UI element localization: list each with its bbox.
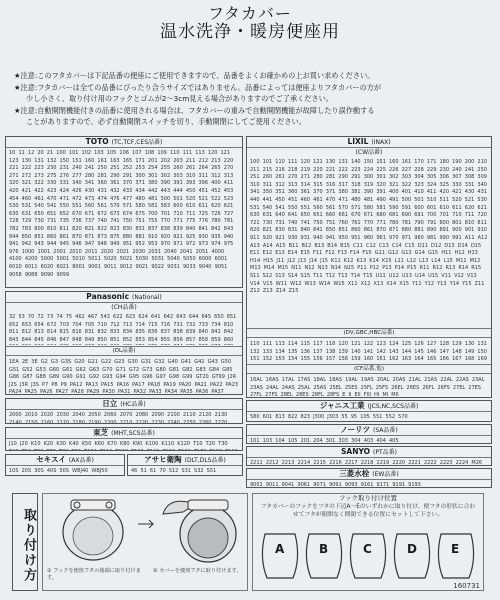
brand-name: 三菱水栓: [339, 469, 370, 478]
step-2-text: ② カバーを便座フタに取り付けます。: [153, 568, 242, 574]
sekisui-codes: 10S 20S 30S 40S 50S WBJ40 WBJ50: [9, 468, 108, 474]
noritz-codes: 101 103 104 105 201 204 301 303 304 403 404 405: [250, 438, 399, 444]
lixil-box: [246, 136, 492, 398]
position-a-label: A: [275, 542, 285, 556]
product-subtitle: 温水洗浄・暖房便座用: [160, 22, 340, 42]
janis-box: [246, 400, 492, 422]
cw-codes: 100 101 110 111 120 121 130 131 140 150 151 160 161 170 171 180 190 200 210 211 215 216 218 219 220 221 222 223 224 225 226 227 228 229 230 240 241 250 251 260 261 270 271 280 281 290 291 300 301 302 303 304 305 306 307 308 309 310 311 312 313 314 315 316 317 318 319 320 321 322 323 324 325 330 331 340 341 350 351 360 361 370 371 380 381 390 391 400 401 410 411 420 421 430 431 440 441 450 451 460 461 470 471 480 481 490 491 500 501 510 511 520 521 530 531 540 541 550 551 560 561 570 571 580 581 590 591 600 601 610 611 620 621 630 631 640 641 650 651 660 661 670 671 680 681 690 691 700 701 710 711 720 721 730 731 740 741 750 751 760 761 770 771 780 781 790 791 800 801 810 811 820 821 830 831 840 841 850 851 860 861 870 871 880 881 890 891 900 901 910 911 920 921 930 931 940 941 950 951 960 961 970 971 980 981 990 991 A11 A12 A13 A14 A15 B11 B12 B13 B14 B15 C11 C12 C13 C14 C15 D11 D12 D13 D14 D15 E11 E12 E13 E14 E15 F11 F12 F13 F14 F15 G11 G12 G13 G14 G15 H11 H12 H13 H14 H15 J11 J12 J13 J14 J15 K11 K12 K13 K14 K15 L11 L12 L13 L14 L15 M11 M12 M13 M14 M15 N11 N12 N13 N14 N15 P11 P12 P13 P14 P15 R11 R12 R13 R14 R15 S11 S12 S13 S14 S15 T11 T12 T13 T14 T15 U11 U12 U13 U14 U15 V11 V12 V13 V14 V15 W11 W12 W13 W14 W15 X11 X12 X13 X14 X15 Y11 Y12 Y13 Y14 Y15 Z11 Z12 Z13 Z14 Z15: [250, 159, 488, 295]
hitachi-codes: 2000 2010 2020 2030 2040 2050 2060 2070 2080 2090 2100 2110 2120 2130 2140 2150 2160 2170 2180 2190 2200 2210 2220 2230 2240 2250 2260 2270: [9, 412, 228, 424]
series-label: (TC,TCF,CES品番): [111, 139, 163, 146]
cw-header: (CW品番): [355, 149, 383, 156]
position-d-label: D: [407, 542, 417, 556]
dl-codes: 1EA 2E 3E G2 G3 G3S G20 G21 G22 G23 G30 G31 G32 G40 G41 G42 G43 G50 G51 G52 G53 G60 G61 G62 G63 G70 G71 G72 G73 G80 G81 G82 G83 G84 G85 G86 G87 G88 G89 G90 G91 G92 G93 G94 G95 G96 G97 G98 G99 GT20 GT99 J2R J2S J3R J3S P7 P8 P9 PA12 PA13 PA15 PA16 PA17 PA18 PA19 PA20 PA21 PA22 PA23 PA24 PA25 PA26 PA27 PA28 PA29 PA30 PA31 PA32 PA33 PA34 PA35 PA36 PA37: [9, 359, 239, 395]
caution-line: ★注意:このフタカバーは下記品番の便座にご使用できますので、品番をよくお確かめの上お買い求めください。: [14, 71, 375, 80]
product-code: 160731: [453, 582, 480, 590]
caution-line: 少し小さく、取り付け用のフックとゴムが2〜3cm見える場合がありますのでご了承ください。: [26, 94, 333, 103]
brand-name: TOTO: [85, 137, 109, 146]
sekisui-box: [5, 454, 125, 476]
cf-codes: 16AL 16AS 17AL 17AS 18AL 18AS 19AL 19AS 20AL 20AS 21AL 21AS 22AL 22AS 23AL 23AS 24AL 24AS 25AL 25AS 25EL 25ES 25FL 25FS 26EL 26ES 26FL 26FS 27EL 27ES 27FL 27FS 28EL 28ES 28FL 28FS E II EII FIII HI MI MII: [250, 377, 485, 398]
hook-position-box: [252, 493, 484, 591]
position-b-label: B: [319, 542, 329, 556]
step-1-text: ① フックを便座フタの後端に取り付けます。: [47, 568, 141, 581]
cf-header: (CF品番,他): [246, 364, 492, 374]
asahi-header: [128, 455, 242, 466]
brand-name: SANYO: [341, 447, 371, 456]
toto-codes: 10 11 12 20 21 100 101 102 103 105 106 107 108 109 110 111 113 120 121 123 130 131 132 150 151 160 161 163 165 171 201 202 203 211 212 213 220 221 222 223 230 231 240 241 250 251 252 253 254 255 260 261 264 265 270 271 272 273 275 276 277 280 281 290 291 300 301 302 303 310 311 312 313 320 321 322 330 331 340 341 360 361 370 371 380 390 391 393 396 400 411 420 421 422 423 424 426 430 431 432 433 434 442 443 444 450 451 452 453 454 460 461 470 471 472 473 474 476 477 480 481 500 501 520 521 522 523 530 531 540 541 550 551 560 561 570 571 580 581 583 600 610 611 620 621 630 631 650 651 652 670 671 672 673 674 675 700 701 710 711 725 726 727 728 729 730 731 735 736 737 740 741 750 751 755 770 771 775 776 780 781 782 783 800 810 811 820 821 822 823 830 831 837 838 839 840 841 842 843 844 850 851 860 861 870 871 873 875 880 881 910 920 921 925 930 935 940 941 942 943 944 945 946 947 948 949 951 952 953 970 971 972 973 974 975 976 1000 1001 2001 2010 2011 2020 2021 2030 2031 2040 2041 2051 4000 4100 4200 5000 5001 5010 5011 5020 5021 5030 5031 5040 5050 6000 6001 6010 6011 6020 6021 8001 9001 9011 9012 9021 9022 9031 9033 9040 9051 9058 9088 9090 9099: [9, 150, 234, 278]
series-label: (HC品番): [120, 401, 146, 408]
series-label: (National): [132, 294, 162, 301]
series-label: (INAX): [371, 139, 391, 146]
brand-name: セキスイ: [36, 455, 66, 464]
brand-name: アサヒ衛陶: [144, 455, 182, 464]
panasonic-header: [6, 292, 242, 303]
toshiba-codes: J10 J20 K10 K20 K30 K40 K50 K60 K70 K80 K90 K100 K110 K120 T10 T20 T30: [9, 441, 228, 447]
series-label: (JCS,NC,SCS品番): [367, 403, 419, 410]
toto-header: [6, 137, 242, 148]
sekisui-header: [6, 455, 124, 466]
caution-line: ことがありますので、必ず自動開閉スイッチを切り、手動開閉にしてご使用ください。: [26, 117, 306, 126]
lixil-header: [247, 137, 491, 148]
series-label: (DLT,DLS品番): [184, 457, 226, 464]
caution-line: ★注意:自動開閉機能付きの品番に使用される場合は、フタカバーの重みで自動開閉機能が故障したり誤作動する: [14, 105, 375, 115]
asahi-codes: 46 51 61 70 S12 S31 S32 S51: [131, 468, 217, 474]
hitachi-header: [6, 399, 242, 410]
series-label: (PT品番): [373, 449, 397, 456]
dl-header: (DL品番): [5, 346, 243, 356]
toshiba-box: [5, 427, 243, 451]
position-e-label: E: [451, 542, 460, 556]
sanyo-codes: 2211 2212 2213 2214 2215 2216 2217 2218 2219 2220 2221 2222 2223 2224 M26: [250, 460, 483, 466]
caution-notes: [14, 70, 492, 128]
hook-position-title: フック取り付け位置: [338, 494, 398, 502]
brand-name: LIXIL: [347, 137, 369, 146]
series-label: (SA品番): [373, 427, 398, 434]
mitsubishi-box: [246, 468, 492, 488]
sanyo-header: [247, 447, 491, 458]
hitachi-box: [5, 398, 243, 424]
brand-name: ジャニス工業: [319, 401, 365, 410]
brand-name: 日立: [102, 399, 118, 408]
dv-codes: 110 111 113 114 115 117 118 120 121 122 123 124 125 126 127 128 129 130 131 132 133 134 135 136 137 138 139 140 141 142 143 144 145 146 147 148 149 150 151 152 153 154 155 156 157 158 159 160 161 162 163 164 165 166 167 168 169: [250, 341, 487, 363]
position-c-label: C: [363, 542, 372, 556]
toto-box: [5, 136, 243, 288]
lid-outline-diagram: [253, 528, 483, 588]
asahi-box: [127, 454, 243, 476]
janis-header: [247, 401, 491, 412]
noritz-box: [246, 424, 492, 444]
brand-name: 東芝: [93, 428, 109, 437]
install-illustration: [42, 493, 248, 591]
mitsubishi-codes: 9001 9011 9041 9061 9071 9091 9093 9161 9171 9191 9193: [250, 482, 421, 488]
janis-codes: 580 601 813 822 823 J300 J303 55 95 105 551 552 570: [250, 414, 408, 420]
sanyo-box: [246, 446, 492, 466]
hook-position-desc: フタカバーのフックをフタの下辺A〜Eのいずれかに取り付け、便フタの形状に合わせてフタが閉開なく開閉できる位置にセットして下さい。: [260, 504, 476, 518]
toshiba-header: [6, 428, 242, 439]
brand-name: ノーリツ: [340, 425, 371, 434]
ch-header: (CH品番): [111, 304, 137, 311]
series-label: (AX品番): [68, 457, 94, 464]
series-label: (MHT,SCS品番): [111, 430, 155, 437]
install-label: 取り付け方: [12, 493, 38, 591]
dv-header: (DV,GBC,HBC品番): [246, 328, 492, 338]
product-title: フタカバー: [208, 4, 292, 23]
series-label: (EW品番): [372, 471, 399, 478]
caution-line: ★注意:フタカバーは全ての品番にぴったり合うサイズではありません。品番によっては便座よりフタカバーの方が: [14, 82, 382, 92]
mitsubishi-header: [247, 469, 491, 480]
ch-codes: 32 53 70 72 73 74 75 462 467 543 622 623 624 641 642 643 644 645 650 651 652 653 654 672 703 704 705 710 712 713 714 715 716 731 732 733 734 810 811 812 813 814 815 816 831 832 833 834 835 836 837 838 839 840 841 842 843 844 845 846 847 848 849 850 851 852 853 854 855 856 857 858 859 860: [9, 314, 237, 343]
noritz-header: [247, 425, 491, 436]
panasonic-box: [5, 291, 243, 395]
toilet-lid-illustration: [43, 494, 247, 566]
brand-name: Panasonic: [86, 292, 130, 301]
